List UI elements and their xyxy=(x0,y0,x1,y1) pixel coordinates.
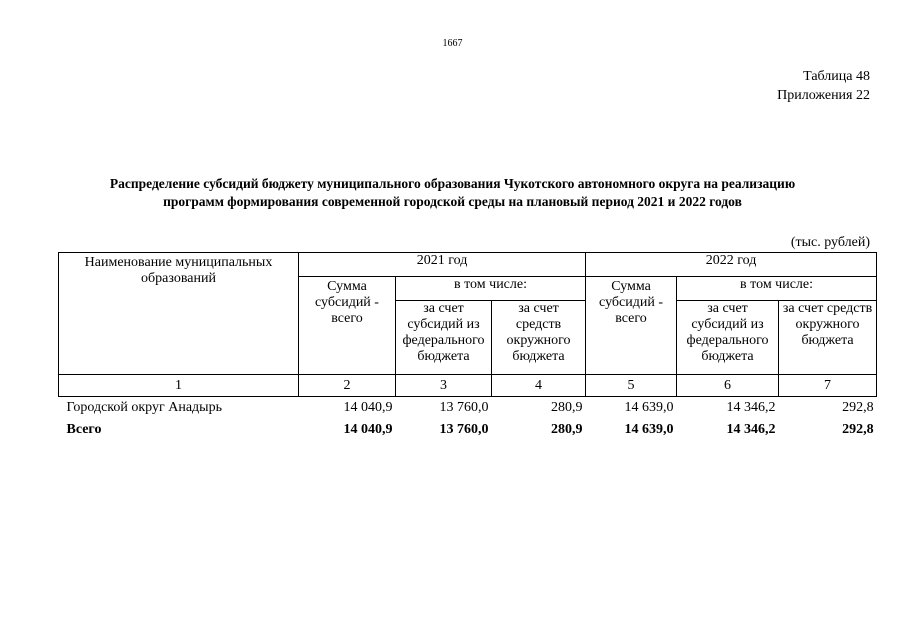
column-number: 2 xyxy=(299,375,396,397)
total-label: Всего xyxy=(66,422,102,437)
value-cell: 13 760,0 xyxy=(439,400,489,415)
total-row xyxy=(59,419,877,441)
column-number: 1 xyxy=(59,375,299,397)
column-number: 6 xyxy=(677,375,779,397)
value-cell: 14 040,9 xyxy=(343,400,393,415)
document-title xyxy=(60,175,845,211)
total-value-cell: 13 760,0 xyxy=(439,422,489,437)
value-cell: 14 639,0 xyxy=(624,400,674,415)
header-regional-2021: за счет средств окружного бюджета xyxy=(492,301,586,375)
subsidy-table xyxy=(58,252,877,441)
value-cell: 14 346,2 xyxy=(726,400,776,415)
header-row-1 xyxy=(59,253,877,277)
table-reference xyxy=(777,67,870,105)
units-label: (тыс. рублей) xyxy=(790,235,870,250)
header-federal-2022: за счет субсидий из федерального бюджета xyxy=(677,301,779,375)
value-cell: 280,9 xyxy=(551,400,583,415)
header-municipality: Наименование муниципальных образований xyxy=(59,253,299,375)
header-year-2022: 2022 год xyxy=(586,253,877,277)
total-value-cell: 280,9 xyxy=(551,422,583,437)
column-number-row xyxy=(59,375,877,397)
title-line-1: Распределение субсидий бюджету муниципального образования Чукотского автономного округа на реализацию xyxy=(109,176,796,191)
header-total-2021: Сумма субсидий - всего xyxy=(299,277,396,375)
total-value-cell: 292,8 xyxy=(842,422,874,437)
appendix-number: Приложения 22 xyxy=(777,88,870,103)
column-number: 7 xyxy=(779,375,877,397)
header-including-2021: в том числе: xyxy=(396,277,586,301)
title-line-2: программ формирования современной городской среды на плановый период 2021 и 2022 годов xyxy=(163,194,742,209)
header-federal-2021: за счет субсидий из федерального бюджета xyxy=(396,301,492,375)
header-total-2022: Сумма субсидий - всего xyxy=(586,277,677,375)
column-number: 3 xyxy=(396,375,492,397)
total-value-cell: 14 639,0 xyxy=(624,422,674,437)
header-regional-2022: за счет средств окружного бюджета xyxy=(779,301,877,375)
column-number: 5 xyxy=(586,375,677,397)
page-number: 1667 xyxy=(442,38,463,49)
header-including-2022: в том числе: xyxy=(677,277,877,301)
table-row xyxy=(59,397,877,420)
header-year-2021: 2021 год xyxy=(299,253,586,277)
table-number: Таблица 48 xyxy=(803,69,870,84)
value-cell: 292,8 xyxy=(842,400,874,415)
column-number: 4 xyxy=(492,375,586,397)
municipality-name: Городской округ Анадырь xyxy=(66,400,222,415)
total-value-cell: 14 346,2 xyxy=(726,422,776,437)
total-value-cell: 14 040,9 xyxy=(343,422,393,437)
